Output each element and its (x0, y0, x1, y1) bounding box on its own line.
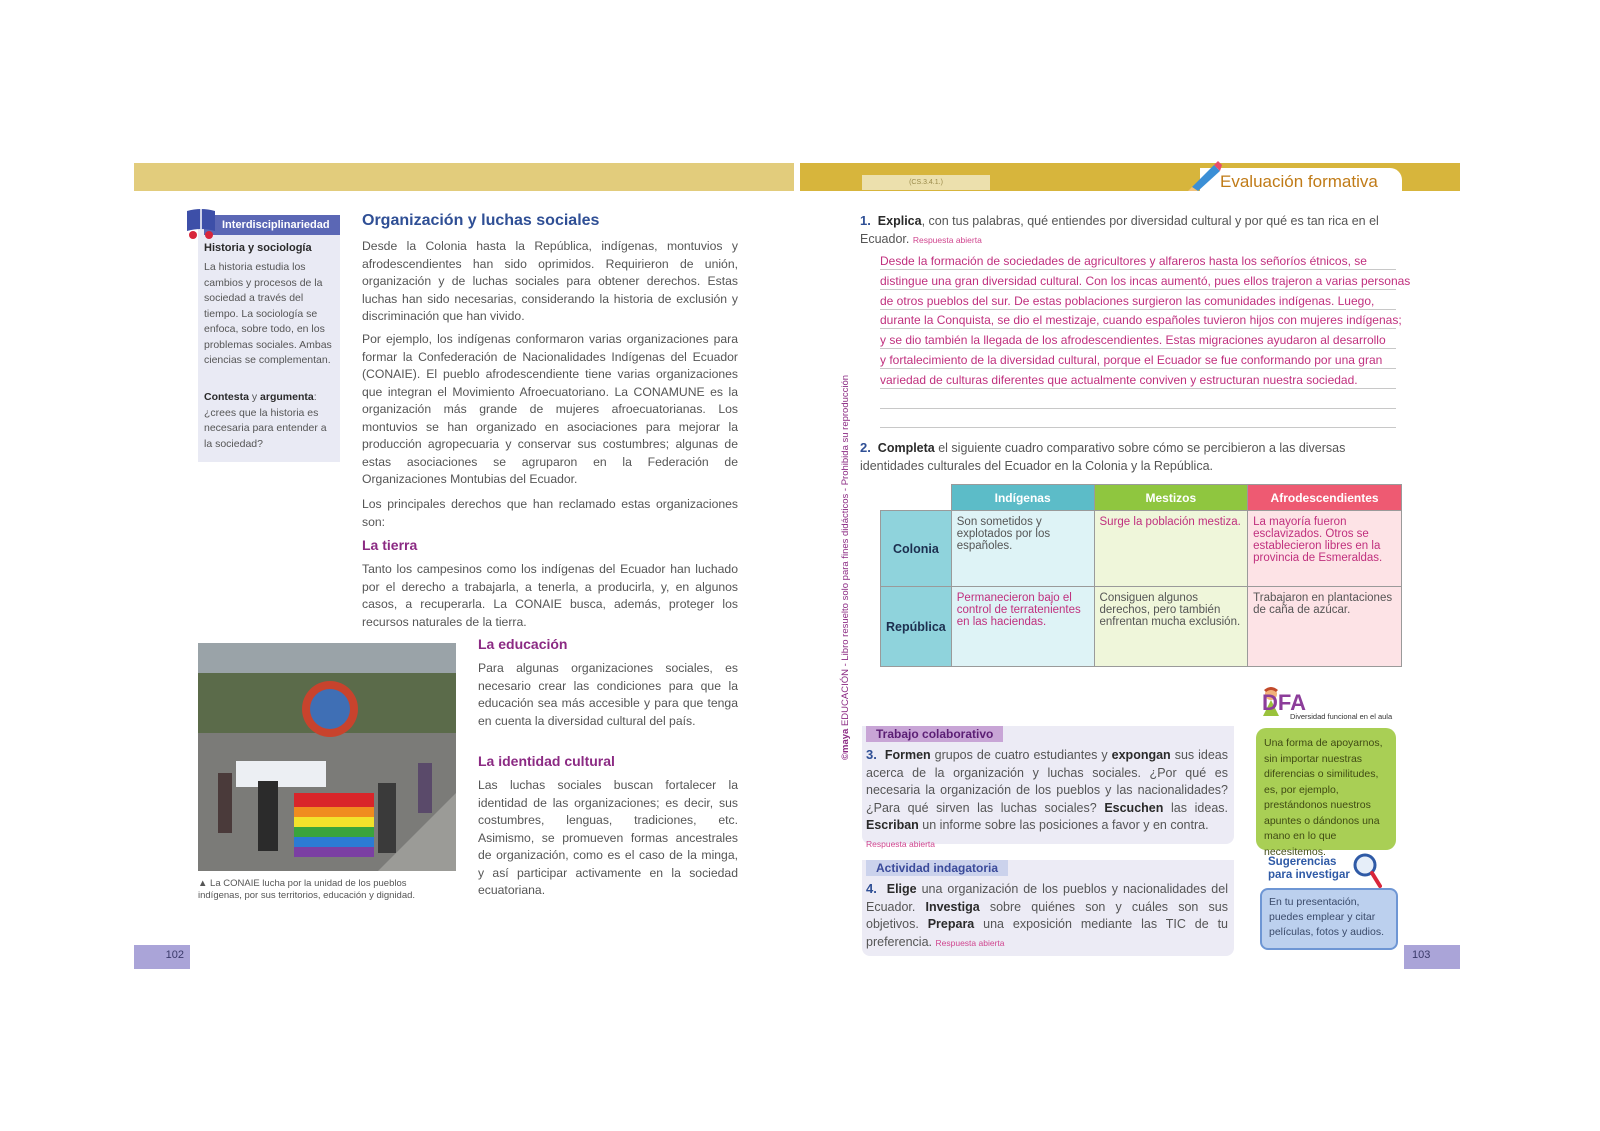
heading-tierra: La tierra (362, 537, 418, 553)
table-cell: Surge la población mestiza. (1094, 511, 1248, 587)
sidebar-body: La historia estudia los cambios y procesos de la sociedad a través del tiempo. La sociología se enfoca, sobre todo, en los problemas sociales. Ambas ciencias se complementan. (204, 261, 332, 366)
books-icon (183, 205, 219, 241)
protest-photo (198, 643, 456, 871)
sidebar-prompt: Contesta y argumenta: ¿crees que la historia es necesaria para entender a la sociedad? (204, 391, 327, 450)
row-republica: República (881, 587, 952, 667)
curriculum-code: (CS.3.4.1.) (862, 175, 990, 190)
educacion-paragraph: Para algunas organizaciones sociales, es necesario crear las condiciones para que la educación sea más accesible y para que tenga en cuenta la diversidad cultural del país. (478, 661, 738, 728)
comparison-table (880, 484, 1402, 667)
dfa-subtitle: Diversidad funcional en el aula (1290, 712, 1393, 721)
interdisciplinary-tag: Interdisciplinariedad (204, 215, 340, 235)
header-afrodescendientes: Afrodescendientes (1248, 485, 1402, 511)
answer-line: de otros pueblos del sur. De estas poblaciones surgieron las comunidades indígenas. Luego, (880, 293, 1375, 308)
header-indigenas: Indígenas (951, 485, 1094, 511)
writing-rule (880, 368, 1396, 369)
answer-line: distingue una gran diversidad cultural. Con los incas aumentó, pues ellos trajeron a varias personas (880, 273, 1411, 288)
page-number-right: 103 (1404, 945, 1460, 969)
writing-rule (880, 309, 1396, 310)
photo-caption: ▲ La CONAIE lucha por la unidad de los pueblos indígenas, por sus territorios, educación y dignidad. (198, 878, 416, 901)
table-cell: Permanecieron bajo el control de terratenientes en las haciendas. (951, 587, 1094, 667)
example-paragraph: Por ejemplo, los indígenas conformaron varias organizaciones para formar la Confederación de Nacionalidades Indígenas del Ecuador (CONAIE). El pueblo afrodescendiente tiene varias organizaciones que integran el Movimiento Afroecuatoriano. La CONAMUNE es la organización más grande de mujeres afroecuatorianas. Los montuvios se han organizado en asociaciones para mejorar la producción agropecuaria y conservar sus costumbres; algunas de estas asociaciones se agruparon en la Federación de Organizaciones Montubias del Ecuador. (362, 332, 738, 486)
sidebar-heading: Historia y sociología (204, 242, 312, 254)
suggestions-box: En tu presentación, puedes emplear y citar películas, fotos y audios. (1260, 888, 1398, 950)
table-cell: Trabajaron en plantaciones de caña de azúcar. (1248, 587, 1402, 667)
identidad-paragraph: Las luchas sociales buscan fortalecer la identidad de las organizaciones; es decir, sus costumbres, lenguas, tradiciones, etc. Asimismo, se promueven formas ancestrales de organización, como es el caso de la minga, y así participar activamente en la sociedad ecuatoriana. (478, 778, 738, 897)
inquiry-tag: Actividad indagatoria (866, 860, 1008, 876)
question-4: 4. Elige una organización de los pueblos y nacionalidades del Ecuador. Investiga sobre quiénes son y cuáles son sus objetivos. Prepara una exposición mediante las TIC de tu preferencia. Respuesta abierta (866, 881, 1229, 949)
question-1: 1. Explica, con tus palabras, qué entiendes por diversidad cultural y por qué es tan rica en el Ecuador. Respuesta abierta (860, 213, 1379, 246)
table-cell: Son sometidos y explotados por los españoles. (951, 511, 1094, 587)
suggestions-title: Sugerencias para investigar (1268, 856, 1350, 881)
magnifier-icon (1352, 852, 1382, 888)
rights-intro: Los principales derechos que han reclamado estas organizaciones son: (362, 497, 738, 529)
answer-line: y se dio también la llegada de los afrodescendientes. Estas migraciones ayudaron al desarrollo (880, 333, 1386, 348)
writing-rule (880, 408, 1396, 409)
collab-tag: Trabajo colaborativo (866, 726, 1003, 742)
writing-rule (880, 427, 1396, 428)
heading-identidad: La identidad cultural (478, 753, 615, 769)
writing-rule (880, 328, 1396, 329)
table-cell: La mayoría fueron esclavizados. Otros se establecieron libres en la provincia de Esmeraldas. (1248, 511, 1402, 587)
writing-rule (880, 348, 1396, 349)
answer-line: variedad de culturas diferentes que actualmente conviven y estructuran nuestra sociedad. (880, 372, 1358, 387)
tierra-paragraph: Tanto los campesinos como los indígenas del Ecuador han luchado por el derecho a trabajarla, a tenerla, a producirla, y, en algunos casos, a recuperarla. La CONAIE busca, además, proteger los recursos naturales de la tierra. (362, 562, 738, 629)
answer-line: y fortalecimiento de la diversidad cultural, porque el Ecuador se fue conformando por una gran (880, 353, 1383, 367)
question-3: 3. Formen grupos de cuatro estudiantes y expongan sus ideas acerca de la organización y luchas sociales. ¿Por qué es necesaria la organización de los pueblos y las nacionalidades? ¿Para qué sirven las luchas sociales? Escuchen las ideas. Escriban un informe sobre las posiciones a favor y en contra. Respuesta abierta (866, 747, 1229, 849)
evaluation-title: Evaluación formativa (1220, 172, 1378, 191)
heading-educacion: La educación (478, 636, 568, 652)
answer-line: durante la Conquista, se dio el mestizaje, cuando españoles tuvieron hijos con mujeres indígenas; (880, 313, 1402, 328)
pencil-icon (1188, 161, 1222, 191)
intro-paragraph: Desde la Colonia hasta la República, indígenas, montuvios y afrodescendientes han sido oprimidos. Requirieron de unión, organización y de luchas sociales para obtener derechos. Estas luchas han sido necesarias, considerando la historia de exclusión y discriminación que han vivido. (362, 239, 738, 323)
question-2: 2. Completa el siguiente cuadro comparativo sobre cómo se percibieron a las diversas identidades culturales del Ecuador en la Colonia y la República. (860, 440, 1346, 473)
dfa-box: Una forma de apoyarnos, sin importar nuestras diferencias o similitudes, es, por ejemplo, prestándonos nuestros apuntes o dándonos una mano en lo que necesitemos. (1256, 728, 1396, 850)
table-cell: Consiguen algunos derechos, pero también enfrentan mucha exclusión. (1094, 587, 1248, 667)
writing-rule (880, 388, 1396, 389)
writing-rule (880, 289, 1396, 290)
page-number-left: 102 (134, 945, 190, 969)
row-colonia: Colonia (881, 511, 952, 587)
header-band-left (134, 163, 794, 191)
dfa-logo: DFA (1262, 690, 1306, 715)
header-mestizos: Mestizos (1094, 485, 1248, 511)
copyright-vertical: ©maya EDUCACIÓN - Libro resuelto solo para fines didácticos - Prohibida su reproducción (840, 374, 851, 760)
writing-rule (880, 269, 1396, 270)
page-title: Organización y luchas sociales (362, 212, 600, 229)
answer-line: Desde la formación de sociedades de agricultores y alfareros hasta los señoríos étnicos, se (880, 254, 1367, 268)
